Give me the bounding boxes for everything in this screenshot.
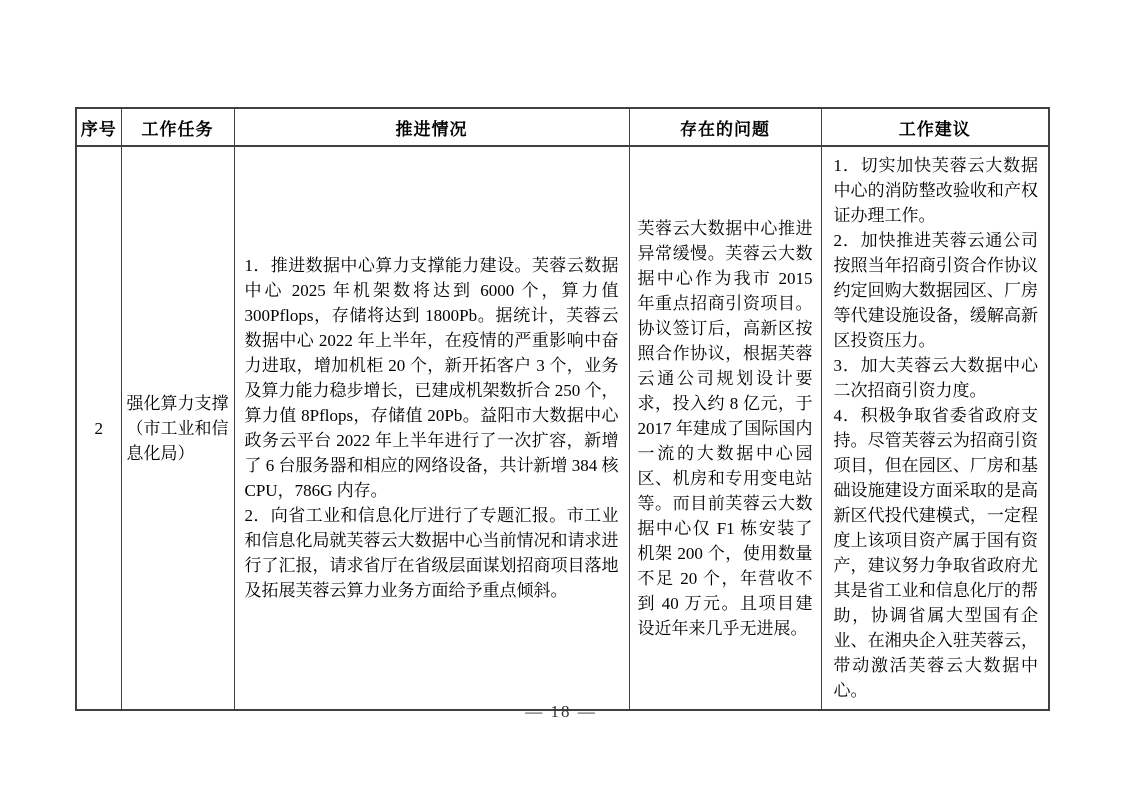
suggestion-paragraph-4: 4．积极争取省委省政府支持。尽管芙蓉云为招商引资项目，但在园区、厂房和基础设施建设方面采取的是高新区代投代建模式，一定程度上该项目资产属于国有资产，建议努力争取省政府尤其是省工业和信息化厅的帮助，协调省属大型国有企业、在湘央企入驻芙蓉云，带动激活芙蓉云大数据中心。 (833, 406, 1038, 700)
cell-work-task: 强化算力支撑（市工业和信息化局） (121, 146, 234, 710)
page-number: — 18 — (525, 702, 597, 721)
header-suggestions: 工作建议 (821, 108, 1049, 146)
header-problems: 存在的问题 (629, 108, 821, 146)
work-report-table (75, 107, 1050, 711)
progress-paragraph-2: 2．向省工业和信息化厅进行了专题汇报。市工业和信息化局就芙蓉云大数据中心当前情况和请求进行了汇报，请求省厅在省级层面谋划招商项目落地及拓展芙蓉云算力业务方面给予重点倾斜。 (244, 506, 619, 600)
table-row (76, 146, 1049, 710)
suggestion-paragraph-2: 2．加快推进芙蓉云通公司按照当年招商引资合作协议约定回购大数据园区、厂房等代建设施设备，缓解高新区投资压力。 (833, 231, 1038, 350)
header-serial-number: 序号 (76, 108, 121, 146)
table-header-row (76, 108, 1049, 146)
cell-serial-number: 2 (76, 146, 121, 710)
progress-paragraph-1: 1．推进数据中心算力支撑能力建设。芙蓉云数据中心 2025 年机架数将达到 6000 个，算力值 300Pflops，存储将达到 1800Pb。据统计，芙蓉云数据中心 2022 年上半年，在疫情的严重影响中奋力进取，增加机柜 20 个，新开拓客户 3 个，业务及算力能力稳步增长，已建成机架数折合 250 个，算力值 8Pflops，存储值 20Pb。益阳市大数据中心政务云平台 2022 年上半年进行了一次扩容，新增了 6 台服务器和相应的网络设备，共计新增 384 核 CPU，786G 内存。 (244, 256, 619, 500)
cell-suggestions (821, 146, 1049, 710)
cell-problems (629, 146, 821, 710)
cell-progress (234, 146, 629, 710)
header-progress: 推进情况 (234, 108, 629, 146)
header-work-task: 工作任务 (121, 108, 234, 146)
suggestion-paragraph-1: 1．切实加快芙蓉云大数据中心的消防整改验收和产权证办理工作。 (833, 156, 1038, 225)
problems-paragraph: 芙蓉云大数据中心推进异常缓慢。芙蓉云大数据中心作为我市 2015 年重点招商引资项目。协议签订后，高新区按照合作协议，根据芙蓉云通公司规划设计要求，投入约 8 亿元，于 2017 年建成了国际国内一流的大数据中心园区、机房和专用变电站等。而目前芙蓉云大数据中心仅 F1 栋安装了机架 200 个，使用数量不足 20 个，年营收不到 40 万元。且项目建设近年来几乎无进展。 (637, 218, 813, 638)
suggestion-paragraph-3: 3．加大芙蓉云大数据中心二次招商引资力度。 (833, 356, 1038, 400)
